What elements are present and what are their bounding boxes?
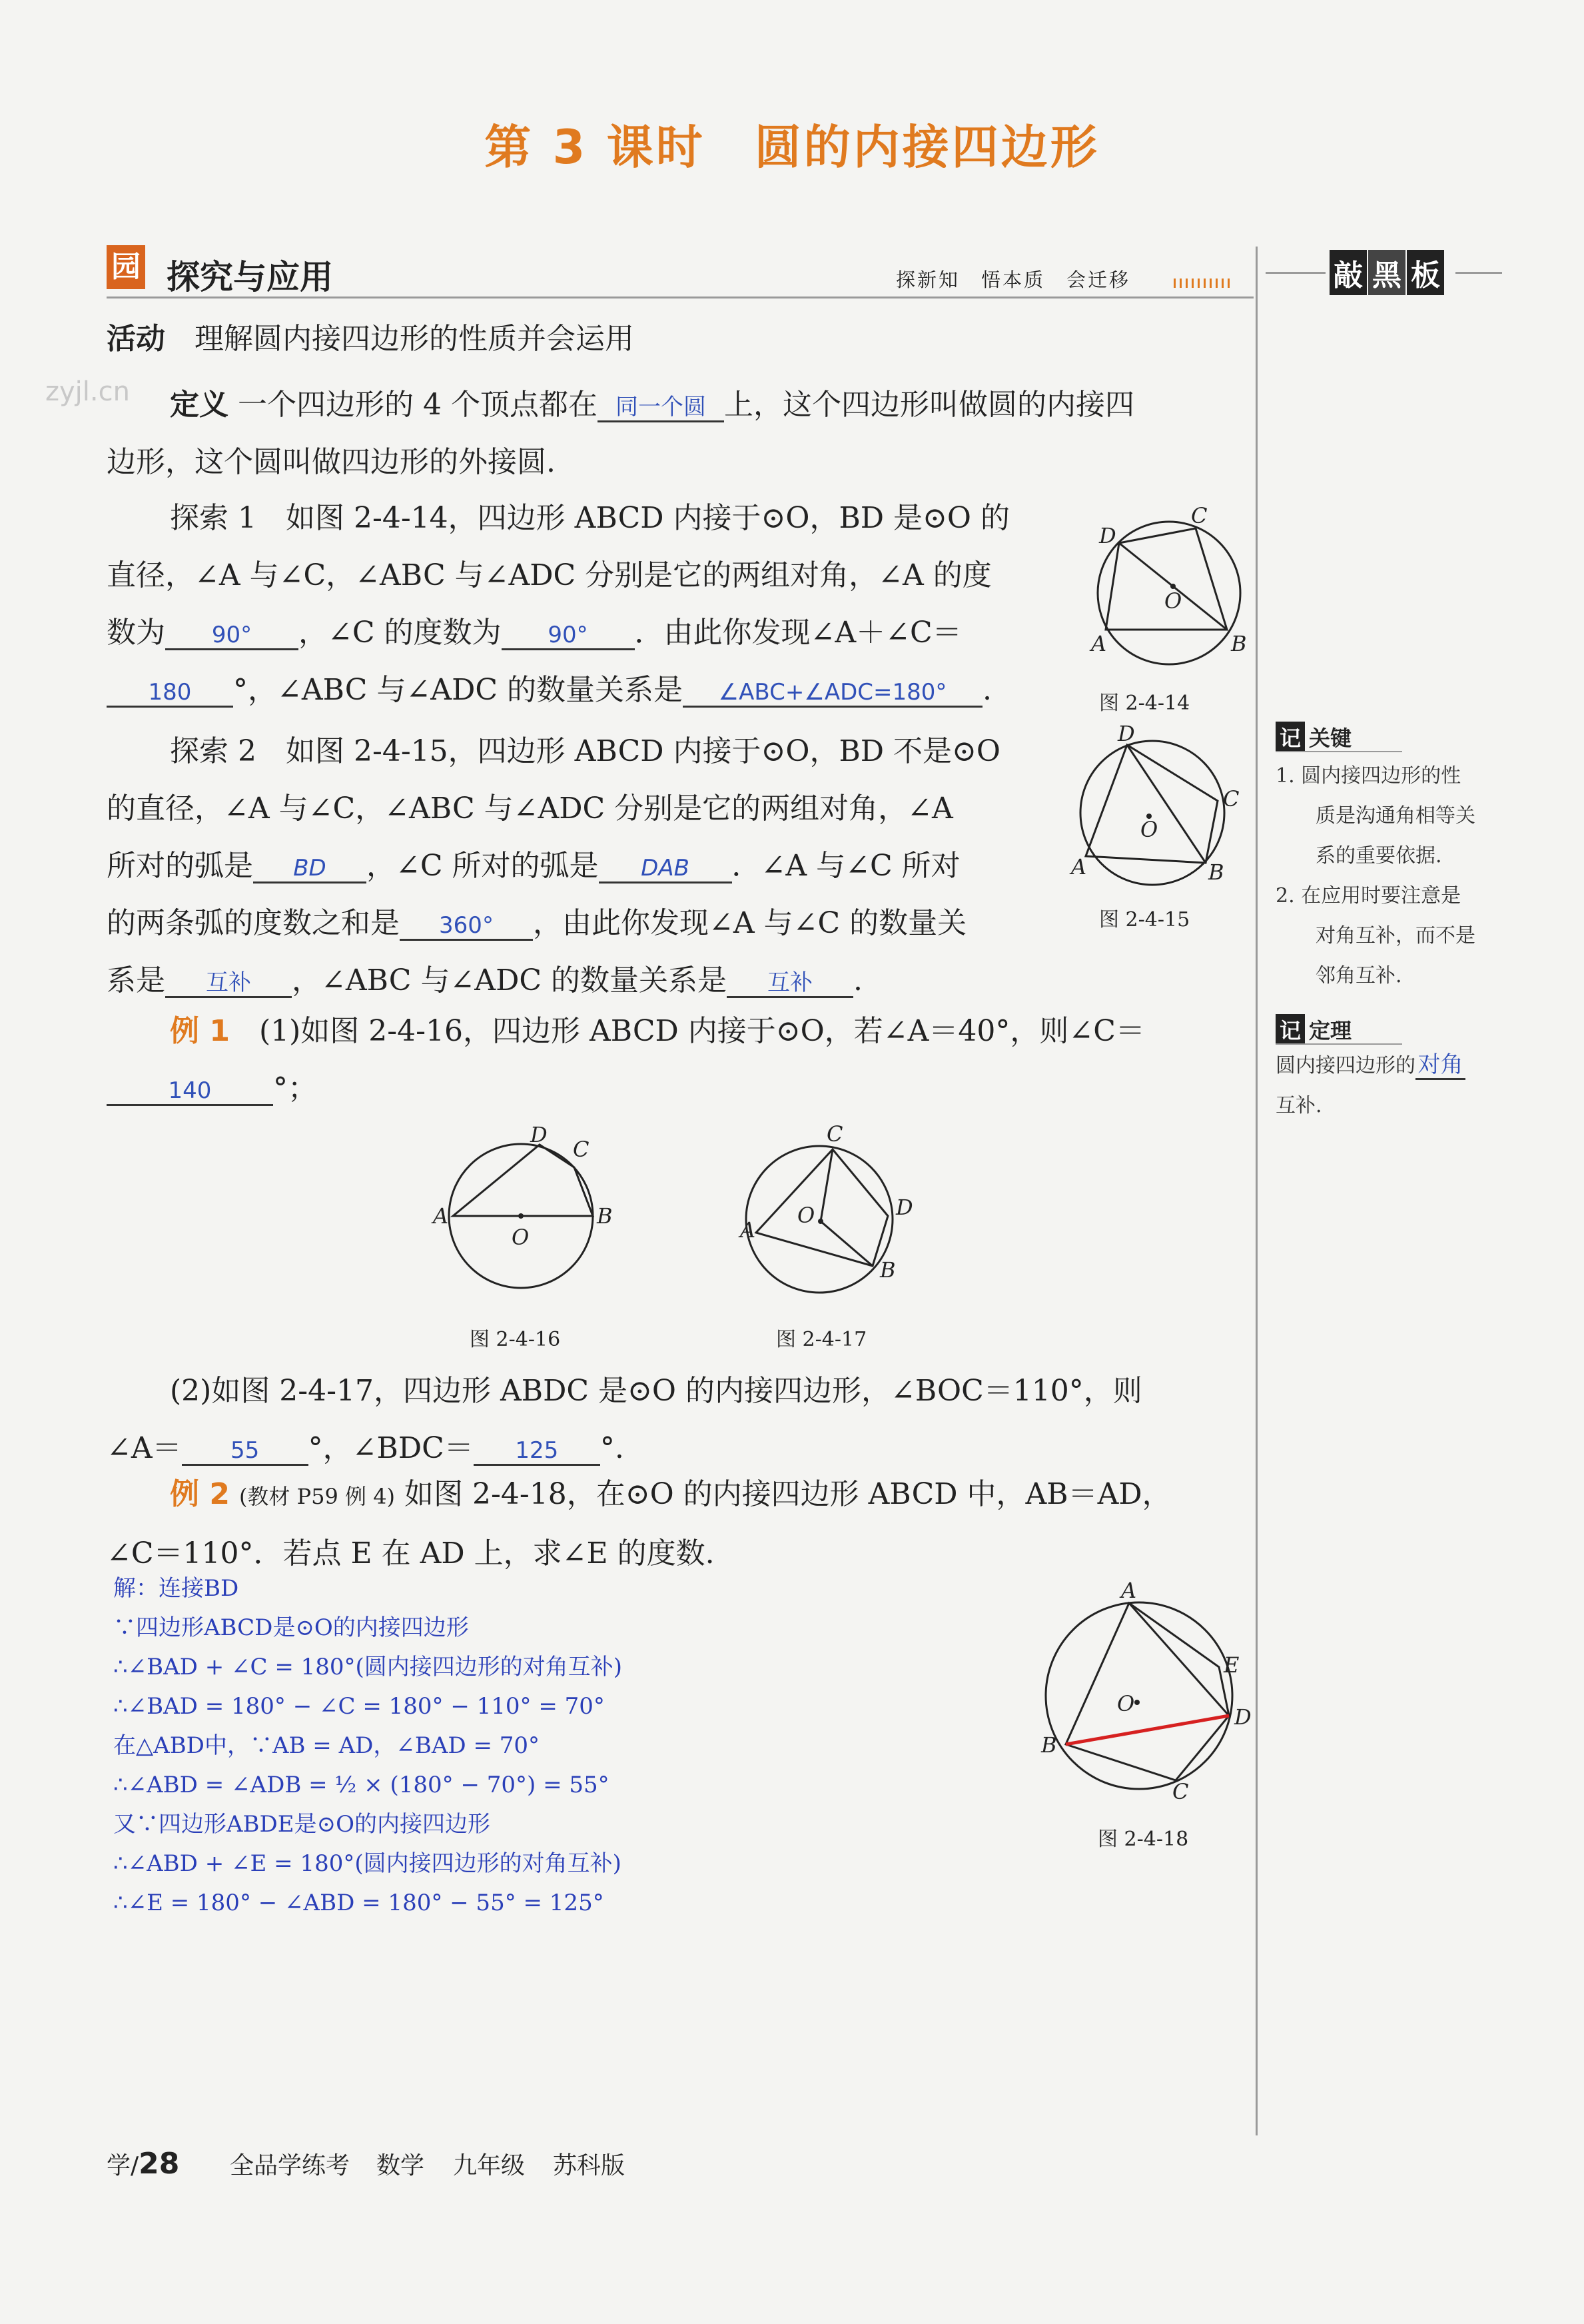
solution-line: 在△ABD中，∵AB = AD，∠BAD = 70° <box>113 1732 540 1759</box>
section-rule <box>107 296 1254 298</box>
explore1-text-c: ．由此你发现∠A＋∠C＝ <box>634 616 962 650</box>
footer-edition: 苏科版 <box>553 2152 625 2179</box>
example2-text-1: 如图 2-4-18，在⊙O 的内接四边形 ABCD 中，AB＝AD， <box>404 1477 1172 1511</box>
svg-text:C: C <box>573 1137 590 1162</box>
explore1-text-b: ，∠C 的度数为 <box>298 616 502 650</box>
figure-2-4-18 <box>1036 1578 1256 1806</box>
activity-text: 理解圆内接四边形的性质并会运用 <box>195 322 634 356</box>
page-prefix: 学/ <box>107 2152 139 2179</box>
svg-text:O: O <box>797 1203 815 1228</box>
blank-sum[interactable]: 180 <box>107 679 233 708</box>
explore2-text-g: ，∠ABC 与∠ADC 的数量关系是 <box>292 963 727 997</box>
example1-text-2: °； <box>273 1071 317 1105</box>
explore2-text-h: . <box>853 963 863 997</box>
sidebar-key-header <box>1276 722 1352 752</box>
footer-book: 全品学练考 <box>230 2152 350 2179</box>
sidebar-theorem-header <box>1276 1014 1352 1045</box>
figure-2-4-15 <box>1066 721 1252 906</box>
example2-source: (教材 P59 例 4) <box>238 1484 396 1509</box>
sidebar-theorem <box>1276 1046 1522 1126</box>
page-num: 28 <box>139 2147 180 2181</box>
example2-text-2: ∠C＝110°．若点 E 在 AD 上，求∠E 的度数. <box>107 1536 715 1570</box>
definition-text-3: 边形，这个圆叫做四边形的外接圆. <box>107 445 556 479</box>
example1-text-5: °，∠BDC＝ <box>308 1431 474 1465</box>
svg-text:B: B <box>1208 860 1224 885</box>
explore2-text-b: ，∠C 所对的弧是 <box>366 849 599 883</box>
board-header <box>1329 250 1445 295</box>
solution-line: 解：连接BD <box>113 1575 239 1602</box>
example1-text-3: (2)如图 2-4-17，四边形 ABDC 是⊙O 的内接四边形，∠BOC＝110°，则 <box>170 1374 1142 1408</box>
caption-2-4-16: 图 2-4-16 <box>470 1328 561 1351</box>
board-rule-right <box>1455 272 1502 274</box>
svg-text:A: A <box>433 1203 449 1229</box>
blank-arc-bd[interactable]: BD <box>253 855 366 883</box>
explore1-text-a: 数为 <box>107 616 165 650</box>
definition-text-1: 一个四边形的 4 个顶点都在 <box>238 388 597 422</box>
explore2-text-e: ，由此你发现∠A 与∠C 的数量关 <box>533 906 967 940</box>
definition-text-2: 上，这个四边形叫做圆的内接四 <box>723 388 1134 422</box>
activity-line <box>107 310 634 368</box>
page-number <box>107 2147 179 2181</box>
explore2-text-c: ．∠A 与∠C 所对 <box>731 849 961 883</box>
svg-text:C: C <box>1172 1779 1189 1804</box>
explore2-line2: 的直径，∠A 与∠C，∠ABC 与∠ADC 分别是它的两组对角，∠A <box>107 792 953 826</box>
blank-angle-c-ex1[interactable]: 140 <box>107 1077 273 1106</box>
svg-text:B: B <box>880 1257 896 1283</box>
blank-angle-c[interactable]: 90° <box>502 622 635 650</box>
theorem-label: 定理 <box>1309 1018 1352 1043</box>
section-tags: 探新知 悟本质 会迁移 <box>896 269 1131 291</box>
explore1-line2: 直径，∠A 与∠C，∠ABC 与∠ADC 分别是它的两组对角，∠A 的度 <box>107 558 992 592</box>
board-char-3: 板 <box>1407 250 1444 295</box>
example1-part1 <box>107 1003 1246 1117</box>
section-badge-icon: 园 <box>107 245 145 289</box>
caption-2-4-17: 图 2-4-17 <box>776 1328 867 1351</box>
svg-text:A: A <box>1071 854 1087 879</box>
key-item-1c: 系的重要依据. <box>1316 844 1442 868</box>
sidebar-key-list <box>1276 756 1522 996</box>
definition-block <box>107 376 1246 491</box>
blank-complement-1[interactable]: 互补 <box>165 969 292 998</box>
ji-badge-icon: 记 <box>1276 722 1305 752</box>
svg-text:O: O <box>1164 588 1182 614</box>
footer-subject: 数学 <box>376 2152 425 2179</box>
example2-block <box>107 1466 1246 1582</box>
explore2-line1: 探索 2 如图 2-4-15，四边形 ABCD 内接于⊙O，BD 不是⊙O <box>170 734 1000 768</box>
explore1-block <box>107 490 1072 719</box>
footer-grade: 九年级 <box>453 2152 526 2179</box>
solution-line: 又∵四边形ABDE是⊙O的内接四边形 <box>113 1811 490 1838</box>
figure-2-4-17 <box>736 1121 936 1323</box>
solution-line: ∴∠E = 180° − ∠ABD = 180° − 55° = 125° <box>113 1890 604 1916</box>
blank-relation-1[interactable]: ∠ABC+∠ADC=180° <box>683 679 983 708</box>
blank-complement-2[interactable]: 互补 <box>727 969 853 998</box>
svg-text:D: D <box>530 1122 548 1147</box>
solution-line: ∴∠BAD + ∠C = 180°(圆内接四边形的对角互补) <box>113 1654 623 1680</box>
theorem-text-2: 互补. <box>1276 1094 1322 1117</box>
blank-angle-bdc[interactable]: 125 <box>474 1437 600 1466</box>
figure-2-4-14 <box>1079 503 1259 703</box>
solution-line: ∴∠BAD = 180° − ∠C = 180° − 110° = 70° <box>113 1693 605 1720</box>
svg-text:E: E <box>1224 1652 1240 1678</box>
svg-text:O: O <box>1117 1691 1135 1716</box>
explore1-text-d: °，∠ABC 与∠ADC 的数量关系是 <box>233 673 683 707</box>
svg-text:D: D <box>1099 523 1116 548</box>
explore2-block <box>107 723 1072 1009</box>
example1-text-1: (1)如图 2-4-16，四边形 ABCD 内接于⊙O，若∠A＝40°，则∠C＝ <box>258 1014 1145 1048</box>
svg-text:A: A <box>1091 631 1107 656</box>
svg-text:B: B <box>597 1203 613 1229</box>
theorem-text-1: 圆内接四边形的 <box>1276 1054 1415 1077</box>
board-char-2: 黑 <box>1368 250 1405 295</box>
svg-text:A: A <box>740 1217 756 1243</box>
board-char-1: 敲 <box>1330 250 1367 295</box>
blank-same-circle[interactable]: 同一个圆 <box>597 394 724 422</box>
activity-label: 活动 <box>107 322 165 356</box>
section-title: 探究与应用 <box>167 258 333 296</box>
explore2-text-d: 的两条弧的度数之和是 <box>107 906 400 940</box>
caption-2-4-14: 图 2-4-14 <box>1099 692 1190 715</box>
svg-text:O: O <box>512 1225 530 1250</box>
caption-2-4-18: 图 2-4-18 <box>1098 1828 1189 1851</box>
svg-text:D: D <box>1234 1704 1252 1730</box>
solution-line: ∴∠ABD + ∠E = 180°(圆内接四边形的对角互补) <box>113 1850 621 1877</box>
definition-label: 定义 <box>170 388 228 422</box>
solution-block <box>113 1569 622 1923</box>
theorem-rule <box>1276 1043 1402 1045</box>
svg-text:A: A <box>1121 1578 1137 1603</box>
blank-arc-sum[interactable]: 360° <box>400 912 533 941</box>
example1-part2 <box>107 1363 1246 1477</box>
key-rule <box>1276 751 1402 752</box>
blank-theorem[interactable]: 对角 <box>1415 1051 1465 1080</box>
svg-text:B: B <box>1231 631 1247 656</box>
example1-text-6: °. <box>599 1431 624 1465</box>
blank-angle-a[interactable]: 90° <box>165 622 298 650</box>
example1-label: 例 1 <box>170 1014 230 1048</box>
figure-2-4-16 <box>426 1122 626 1326</box>
key-item-2c: 邻角互补. <box>1316 964 1402 987</box>
svg-text:O: O <box>1140 817 1158 842</box>
svg-text:D: D <box>896 1195 913 1220</box>
explore1-line1: 探索 1 如图 2-4-14，四边形 ABCD 内接于⊙O，BD 是⊙O 的 <box>170 501 1010 535</box>
svg-text:B: B <box>1041 1732 1057 1758</box>
example1-text-4: ∠A＝ <box>107 1431 182 1465</box>
key-item-1b: 质是沟通角相等关 <box>1316 804 1475 828</box>
svg-text:C: C <box>1223 786 1240 812</box>
solution-line: ∴∠ABD = ∠ADB = ½ × (180° − 70°) = 55° <box>113 1772 609 1798</box>
svg-text:C: C <box>1191 503 1208 528</box>
blank-arc-dab[interactable]: DAB <box>599 855 732 883</box>
example2-label: 例 2 <box>170 1477 230 1511</box>
key-item-1: 1. 圆内接四边形的性 <box>1276 764 1461 788</box>
key-label: 关键 <box>1309 726 1352 751</box>
svg-text:D: D <box>1118 721 1135 746</box>
key-item-2: 2. 在应用时要注意是 <box>1276 884 1461 907</box>
key-item-2b: 对角互补，而不是 <box>1316 924 1475 947</box>
page-title: 第 3 课时 圆的内接四边形 <box>484 120 1100 175</box>
explore2-text-f: 系是 <box>107 963 165 997</box>
ji-badge-icon-2: 记 <box>1276 1014 1305 1045</box>
blank-angle-a-ex1[interactable]: 55 <box>182 1437 308 1466</box>
board-rule-left <box>1266 272 1326 274</box>
caption-2-4-15: 图 2-4-15 <box>1099 908 1190 931</box>
solution-line: ∵四边形ABCD是⊙O的内接四边形 <box>113 1614 469 1641</box>
tick-decoration <box>1174 279 1232 288</box>
explore2-text-a: 所对的弧是 <box>107 849 253 883</box>
watermark: zyjl.cn <box>45 376 130 407</box>
svg-text:C: C <box>827 1121 843 1147</box>
explore1-text-e: . <box>983 673 992 707</box>
